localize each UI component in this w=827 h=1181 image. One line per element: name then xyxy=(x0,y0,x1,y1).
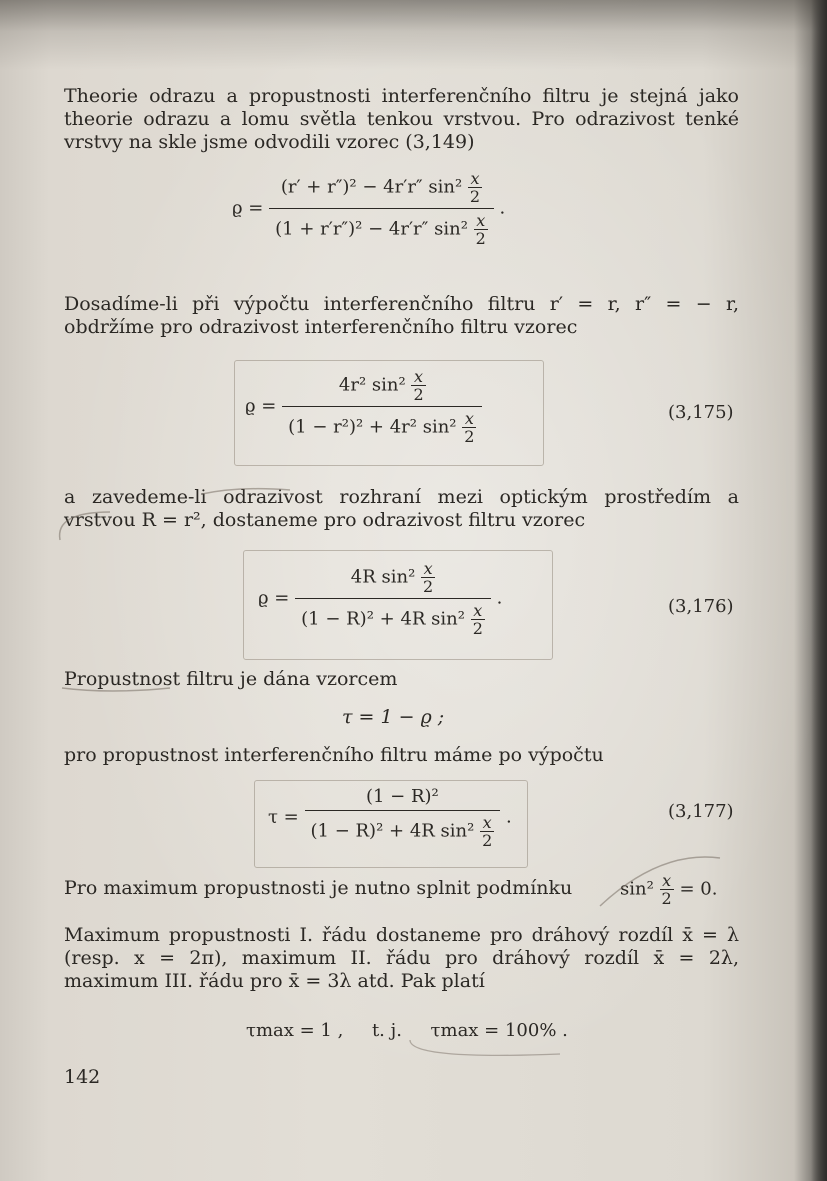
equation-number-3-175: (3,175) xyxy=(668,402,734,423)
tau-max-percent: τmax = 100% . xyxy=(430,1020,568,1041)
paragraph-theory: Theorie odrazu a propustnosti interferenčního filtru je stejná jako theorie odrazu a lomu světla tenkou vrstvou. Pro odrazivost tenké vrstvy na skle jsme odvodili vzorec (3,149) xyxy=(64,85,739,153)
half-x-num: x xyxy=(476,211,486,230)
eq176-numerator: 4R sin² xyxy=(350,566,416,588)
equation-number-3-176: (3,176) xyxy=(668,596,734,617)
half-x-den: 2 xyxy=(472,619,483,638)
half-x-num: x xyxy=(423,559,433,578)
half-x-num: x xyxy=(464,409,474,428)
equation-tau-definition: τ = 1 − ϱ ; xyxy=(342,706,445,728)
tau-max-one: τmax = 1 , xyxy=(246,1020,344,1041)
half-x-num: x xyxy=(662,871,672,890)
cond-sin-squared: sin² xyxy=(620,878,654,900)
eq175-numerator: 4r² sin² xyxy=(338,374,406,396)
eq176-lhs: ϱ = xyxy=(258,587,290,609)
equation-number-3-177: (3,177) xyxy=(668,801,734,822)
half-x-num: x xyxy=(482,813,492,832)
eq149-lhs: ϱ = xyxy=(232,197,264,219)
paragraph-transmittance: Propustnost filtru je dána vzorcem xyxy=(64,668,398,690)
paragraph-transmittance-filter: pro propustnost interferenčního filtru máme po výpočtu xyxy=(64,744,604,766)
half-x-den: 2 xyxy=(661,889,672,908)
eq177-denominator: (1 − R)² + 4R sin² xyxy=(310,820,475,842)
cond-equals-zero: = 0. xyxy=(679,878,718,900)
half-x-den: 2 xyxy=(423,577,434,596)
half-x-den: 2 xyxy=(469,187,481,206)
half-x-den: 2 xyxy=(464,427,475,446)
page-number: 142 xyxy=(64,1066,101,1088)
eq177-numerator: (1 − R)² xyxy=(365,786,439,807)
paragraph-maximum-orders: Maximum propustnosti I. řádu dostaneme pro dráhový rozdíl x̄ = λ (resp. x = 2π), maximum II. řádu pro dráhový rozdíl x̄ = 2λ, maximum III. řádu pro x̄ = 3λ atd. Pak platí xyxy=(64,924,739,992)
eq176-denominator: (1 − R)² + 4R sin² xyxy=(301,608,465,630)
equation-3-176: ϱ = 4R sin² $\frac{x}{2}$ (1 − R)² + 4R sin² $\frac{x}{2}$ . xyxy=(258,559,503,638)
paragraph-maximum-condition: Pro maximum propustnosti je nutno splnit podmínku xyxy=(64,877,573,899)
equation-3-177: τ = (1 − R)² (1 − R)² + 4R sin² $\frac{x}{2}$ . xyxy=(268,786,512,850)
eq149-denominator: (1 + r′r″)² − 4r′r″ sin² xyxy=(275,218,468,240)
eq175-lhs: ϱ = xyxy=(245,395,277,417)
paragraph-reflectance: a zavedeme-li odrazivost rozhraní mezi optickým prostředím a vrstvou R = r², dostaneme pro odrazivost filtru vzorec xyxy=(64,486,739,531)
half-x-num: x xyxy=(414,367,424,386)
half-x-den: 2 xyxy=(413,385,424,404)
eq177-lhs: τ = xyxy=(268,806,299,828)
eq149-numerator: (r′ + r″)² − 4r′r″ sin² xyxy=(280,176,463,198)
equation-3-149: ϱ = (r′ + r″)² − 4r′r″ sin² $\frac{x}{2}$ (1 + r′r″)² − 4r′r″ sin² $\frac{x}{2}$ . xyxy=(232,169,506,248)
half-x-num: x xyxy=(473,601,483,620)
half-x-num: x xyxy=(470,169,480,188)
eq175-denominator: (1 − r²)² + 4r² sin² xyxy=(288,416,457,438)
half-x-den: 2 xyxy=(482,831,493,850)
half-x-den: 2 xyxy=(475,229,486,248)
tau-max-that-is: t. j. xyxy=(371,1020,402,1041)
paragraph-substitution: Dosadíme-li při výpočtu interferenčního filtru r′ = r, r″ = − r, obdržíme pro odrazivost interferenčního filtru vzorec xyxy=(64,293,739,338)
